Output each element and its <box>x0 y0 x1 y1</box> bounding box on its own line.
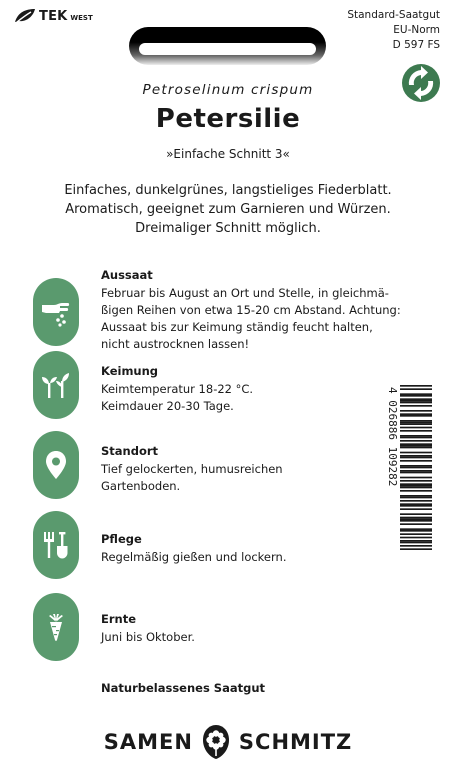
brand-word-right: SCHMITZ <box>238 730 353 754</box>
barcode-bar <box>400 480 432 482</box>
garden-tools-icon <box>33 511 79 579</box>
barcode-bar <box>400 505 432 507</box>
tek-suffix-text: WEST <box>70 14 93 22</box>
barcode-bar <box>400 437 432 439</box>
section-line: Februar bis August an Ort und Stelle, in gleichmä- <box>101 286 389 300</box>
barcode-bar <box>400 405 432 407</box>
barcode-bar <box>400 447 432 449</box>
description-line: Aromatisch, geeignet zum Garnieren und Würzen. <box>65 202 391 217</box>
latin-name: Petroselinum crispum <box>142 82 314 98</box>
barcode-bar <box>400 545 432 547</box>
barcode-bar <box>400 517 432 519</box>
carrot-icon <box>33 593 79 661</box>
section-line: nicht austrocknen lassen! <box>101 337 250 351</box>
section-line: Keimtemperatur 18-22 °C. <box>101 382 254 396</box>
barcode-bar <box>400 487 432 489</box>
barcode-bar <box>400 513 432 515</box>
section-line: Keimdauer 20-30 Tage. <box>101 399 234 413</box>
location-pin-icon <box>33 431 79 499</box>
barcode-bar <box>400 520 432 522</box>
barcode-bar <box>400 548 432 550</box>
description-line: Einfaches, dunkelgrünes, langstieliges Fiederblatt. <box>64 183 392 198</box>
barcode <box>384 385 432 550</box>
barcode-bar <box>400 495 432 497</box>
seedling-icon <box>33 351 79 419</box>
barcode-bar <box>400 422 432 424</box>
barcode-bar <box>400 385 432 387</box>
barcode-bar <box>400 465 432 467</box>
barcode-bar <box>400 430 432 432</box>
section-text-standort <box>101 461 283 495</box>
brand-word-left: SAMEN <box>103 730 193 754</box>
section-title-ernte: Ernte <box>101 612 137 626</box>
barcode-bar <box>400 427 432 429</box>
barcode-bar <box>400 410 432 412</box>
hang-hole <box>129 27 326 65</box>
barcode-bar <box>400 523 432 525</box>
section-line: ßigen Reihen von etwa 15-20 cm Abstand. Achtung: <box>101 303 401 317</box>
barcode-bar <box>400 457 432 459</box>
natural-seed-label: Naturbelassenes Saatgut <box>101 681 266 695</box>
norm-line: D 597 FS <box>392 39 440 51</box>
description-line: Dreimaliger Schnitt möglich. <box>135 221 321 236</box>
product-title: Petersilie <box>155 104 301 134</box>
norm-line: EU-Norm <box>393 24 440 36</box>
barcode-bar <box>400 472 432 474</box>
barcode-bar <box>400 445 432 447</box>
tek-logo <box>14 8 93 24</box>
barcode-bar <box>400 440 432 442</box>
barcode-bar <box>400 388 432 390</box>
section-line: Aussaat bis zur Keimung ständig feucht halten, <box>101 320 373 334</box>
barcode-bar <box>400 452 432 454</box>
barcode-digits: 4 026886 109282 <box>386 387 399 487</box>
barcode-bar <box>400 490 432 492</box>
flower-emblem-icon <box>201 724 231 760</box>
seed-norm-info <box>347 8 440 53</box>
barcode-bar <box>400 435 432 437</box>
barcode-bar <box>400 483 432 485</box>
barcode-bar <box>400 402 432 404</box>
barcode-bar <box>400 477 432 479</box>
leaf-logo-icon <box>14 8 36 24</box>
barcode-bar <box>400 443 432 445</box>
section-text-aussaat <box>101 285 401 353</box>
section-line: Regelmäßig gießen und lockern. <box>101 550 287 564</box>
product-description <box>20 181 436 238</box>
barcode-bar <box>400 400 432 402</box>
section-title-standort: Standort <box>101 444 159 458</box>
barcode-bar <box>400 455 432 457</box>
barcode-bar <box>400 540 432 542</box>
barcode-bar <box>400 508 432 510</box>
barcode-bars <box>400 385 432 550</box>
section-text-pflege <box>101 549 286 566</box>
barcode-bar <box>400 528 432 530</box>
section-title-pflege: Pflege <box>101 532 142 546</box>
barcode-bar <box>400 518 432 520</box>
barcode-bar <box>400 500 432 502</box>
barcode-bar <box>400 423 432 425</box>
barcode-bar <box>400 398 432 400</box>
section-line: Juni bis Oktober. <box>101 630 195 644</box>
barcode-bar <box>400 470 432 472</box>
barcode-bar <box>400 420 432 422</box>
barcode-bar <box>400 415 432 417</box>
variety-name: »Einfache Schnitt 3« <box>166 147 290 161</box>
barcode-bar <box>400 395 432 397</box>
section-title-keimung: Keimung <box>101 364 159 378</box>
barcode-bar <box>400 503 432 505</box>
barcode-bar <box>400 413 432 415</box>
section-line: Tief gelockerten, humusreichen <box>101 462 283 476</box>
barcode-bar <box>400 485 432 487</box>
barcode-bar <box>400 533 432 535</box>
tek-brand-text: TEK <box>39 8 68 24</box>
barcode-bar <box>400 467 432 469</box>
barcode-bar <box>400 537 432 539</box>
barcode-bar <box>400 393 432 395</box>
samen-schmitz-logo <box>0 724 456 760</box>
norm-line: Standard-Saatgut <box>347 9 440 21</box>
barcode-bar <box>400 530 432 532</box>
barcode-bar <box>400 542 432 544</box>
barcode-bar <box>400 460 432 462</box>
section-text-ernte <box>101 629 195 646</box>
section-text-keimung <box>101 381 253 415</box>
sowing-hand-icon <box>33 278 79 346</box>
section-title-aussaat: Aussaat <box>101 268 153 282</box>
barcode-bar <box>400 497 432 499</box>
section-line: Gartenboden. <box>101 479 181 493</box>
